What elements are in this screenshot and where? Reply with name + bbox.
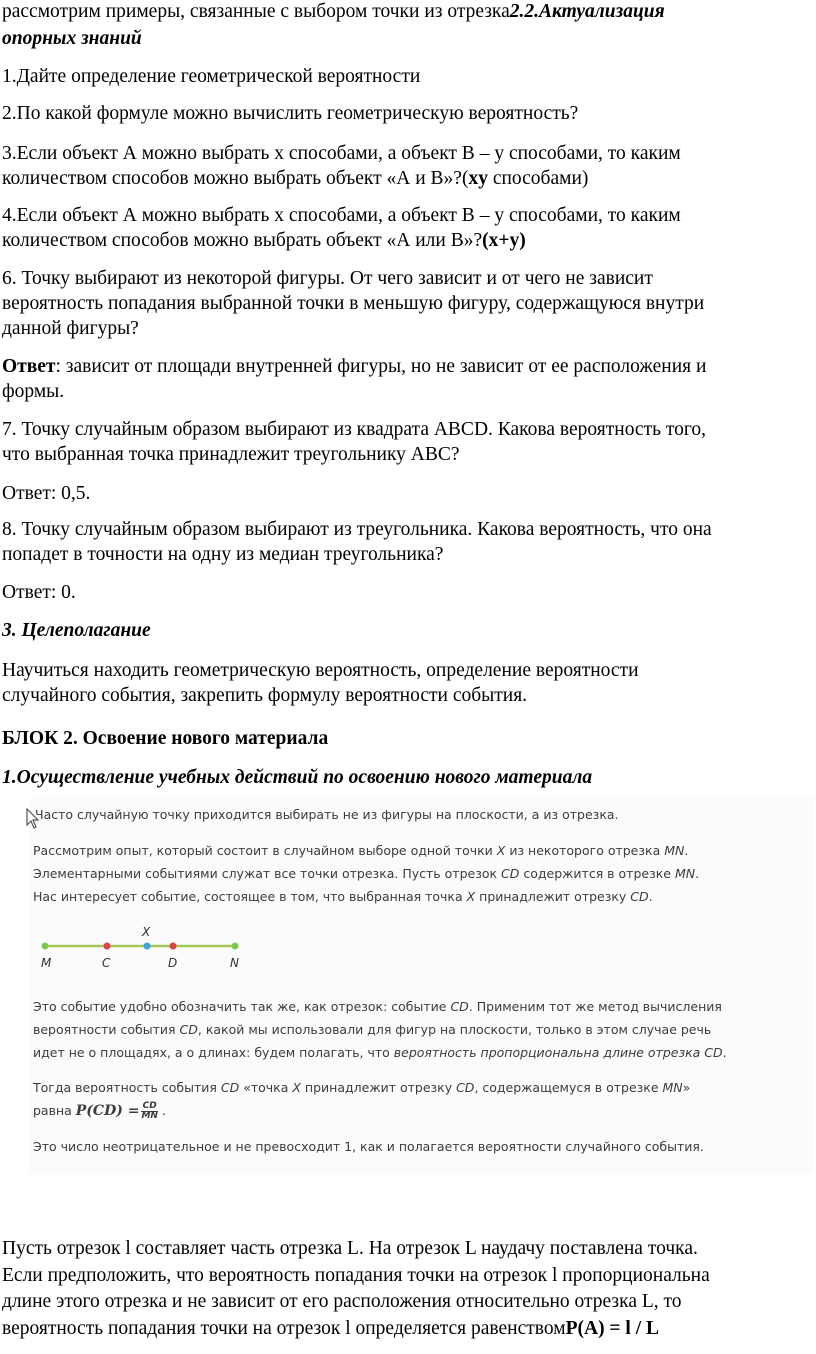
- inset-para-3-line-1: Это событие удобно обозначить так же, как отрезок: событие CD. Применим тот же метод вычисления: [33, 999, 722, 1014]
- inset-para-2-line-1: Рассмотрим опыт, который состоит в случайном выборе одной точки X из некоторого отрезка MN.: [33, 843, 689, 858]
- question-1: 1.Дайте определение геометрической вероятности: [2, 66, 421, 87]
- block-2-heading: БЛОК 2. Освоение нового материала: [2, 728, 329, 749]
- question-4: 4.Если объект А можно выбрать x способами, а объект B – y способами, то каким количеством способов можно выбрать объект «А или B»?(x+y): [2, 205, 681, 251]
- segment-mn-diagram: [37, 922, 257, 974]
- point-n: [232, 943, 239, 950]
- answer-8: Ответ: 0.: [2, 582, 76, 603]
- probability-formula: P(A) = l / L: [565, 1317, 660, 1339]
- point-x: [144, 943, 151, 950]
- block-2-subheading: 1.Осуществление учебных действий по освоению нового материала: [2, 767, 593, 788]
- formula-p-cd: P(CD) =: [75, 1103, 140, 1119]
- point-d: [170, 943, 177, 950]
- answer-7: Ответ: 0,5.: [2, 483, 91, 504]
- answer-6: Ответ: зависит от площади внутренней фигуры, но не зависит от ее расположения и формы.: [2, 356, 707, 402]
- answer-x-plus-y: (x+y): [482, 230, 526, 251]
- question-8: 8. Точку случайным образом выбирают из треугольника. Какова вероятность, что она попадет в точности на одну из медиан треугольника?: [2, 519, 712, 565]
- answer-label: Ответ: [2, 356, 56, 377]
- answer-xy: xy: [468, 168, 488, 189]
- textbook-screenshot: [29, 798, 813, 1174]
- inset-para-2-line-2: Элементарными событиями служат все точки отрезка. Пусть отрезок CD содержится в отрезке MN.: [33, 866, 700, 881]
- label-d: D: [168, 956, 178, 970]
- inset-para-3-line-2: вероятности события CD, какой мы использовали для фигур на плоскости, только в этом случае речь: [33, 1022, 712, 1037]
- label-x: X: [142, 925, 151, 939]
- question-6: 6. Точку выбирают из некоторой фигуры. От чего зависит и от чего не зависит вероятность попадания выбранной точки в меньшую фигуру, содержащуюся внутри данной фигуры?: [2, 268, 705, 339]
- question-7: 7. Точку случайным образом выбирают из квадрата ABCD. Какова вероятность того, что выбранная точка принадлежит треугольнику ABC?: [2, 419, 707, 465]
- inset-para-4-line-1: Тогда вероятность события CD «точка X принадлежит отрезку CD, содержащемуся в отрезке MN»: [33, 1080, 691, 1095]
- inset-para-4-line-2: равна P(CD) = $\frac{CD}{MN}$ .: [33, 1101, 166, 1121]
- intro-text: рассмотрим примеры, связанные с выбором точки из отрезка: [2, 1, 510, 22]
- inset-para-5: Это число неотрицательное и не превосходит 1, как и полагается вероятности случайного события.: [33, 1139, 704, 1154]
- goal-text: Научиться находить геометрическую вероятность, определение вероятности случайного события, закрепить формулу вероятности события.: [2, 660, 639, 706]
- label-m: M: [41, 956, 52, 970]
- intro-line: [2, 0, 665, 24]
- label-n: N: [230, 956, 239, 970]
- final-paragraph: Пусть отрезок l составляет часть отрезка L. На отрезок L наудачу поставлена точка. Если предположить, что вероятность попадания точки на отрезок l пропорциональна длине этого отрезка и не зависит от его расположения относительно отрезка L, то вероятность попадания точки на отрезок l определяется равенствомP(A) = l / L: [2, 1238, 710, 1339]
- inset-para-1: Часто случайную точку приходится выбирать не из фигуры на плоскости, а из отрезка.: [35, 807, 619, 822]
- formula-fraction: $\frac{CD}{MN}$: [141, 1101, 158, 1121]
- label-c: C: [102, 956, 111, 970]
- point-m: [42, 943, 49, 950]
- section-heading-3: 3. Целеполагание: [2, 620, 151, 641]
- question-2: 2.По какой формуле можно вычислить геометрическую вероятность?: [2, 103, 579, 124]
- question-3: 3.Если объект А можно выбрать x способами, а объект B – y способами, то каким количеством способов можно выбрать объект «А и B»?(xy способами): [2, 143, 681, 189]
- section-heading-2-2: 2.2.Актуализация: [509, 1, 665, 22]
- section-heading-2-2-cont: опорных знаний: [2, 28, 142, 49]
- inset-para-3-line-3: идет не о площадях, а о длинах: будем полагать, что вероятность пропорциональна длине отрезка CD.: [33, 1045, 727, 1060]
- inset-para-2-line-3: Нас интересует событие, состоящее в том, что выбранная точка X принадлежит отрезку CD.: [33, 889, 653, 904]
- point-c: [104, 943, 111, 950]
